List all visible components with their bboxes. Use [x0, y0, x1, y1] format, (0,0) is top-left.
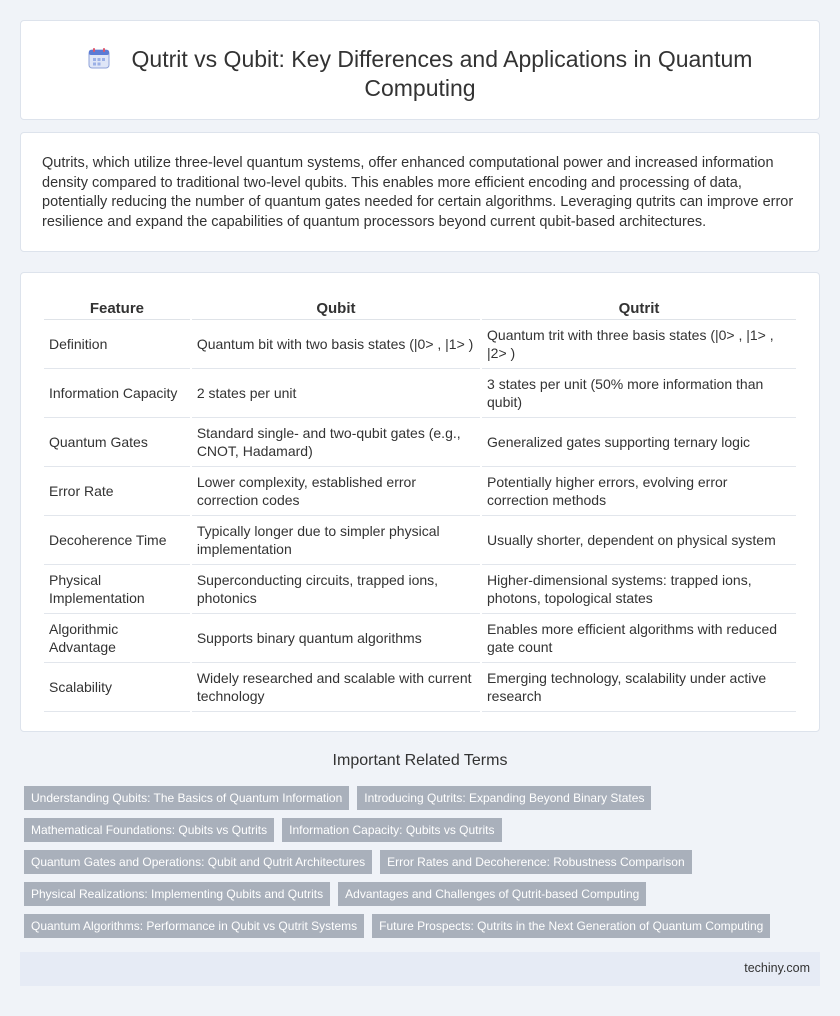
- column-header-qubit: Qubit: [192, 297, 480, 320]
- table-header-row: [44, 297, 796, 320]
- related-tag-link[interactable]: Error Rates and Decoherence: Robustness Comparison: [380, 850, 691, 874]
- footer-site-link[interactable]: techiny.com: [744, 961, 810, 975]
- feature-cell: Scalability: [44, 663, 190, 712]
- related-tags-row: [24, 786, 651, 810]
- feature-cell: Definition: [44, 320, 190, 369]
- related-tag-link[interactable]: Understanding Qubits: The Basics of Quantum Information: [24, 786, 349, 810]
- qutrit-cell: Generalized gates supporting ternary logic: [482, 418, 796, 467]
- qubit-cell: Superconducting circuits, trapped ions, photonics: [192, 565, 480, 614]
- related-tags-row: [24, 850, 692, 874]
- related-tags-row: [24, 914, 770, 938]
- table-row: [44, 614, 796, 663]
- comparison-table: [42, 297, 798, 712]
- feature-cell: Error Rate: [44, 467, 190, 516]
- table-row: [44, 418, 796, 467]
- qubit-cell: 2 states per unit: [192, 369, 480, 418]
- related-tag-link[interactable]: Introducing Qutrits: Expanding Beyond Binary States: [357, 786, 651, 810]
- column-header-qutrit: Qutrit: [482, 297, 796, 320]
- intro-paragraph: Qutrits, which utilize three-level quantum systems, offer enhanced computational power and increased information density compared to traditional two-level qubits. This enables more efficient encoding and processing of data, potentially reducing the number of quantum gates needed for certain algorithms. Leveraging qutrits can improve error resilience and expand the capabilities of quantum processors beyond current qubit-based architectures.: [42, 155, 794, 230]
- title-line-2: Computing: [364, 75, 476, 101]
- related-tag-link[interactable]: Physical Realizations: Implementing Qubits and Qutrits: [24, 882, 330, 906]
- table-row: [44, 663, 796, 712]
- qubit-cell: Widely researched and scalable with current technology: [192, 663, 480, 712]
- qubit-cell: Standard single- and two-qubit gates (e.g., CNOT, Hadamard): [192, 418, 480, 467]
- qutrit-cell: Enables more efficient algorithms with reduced gate count: [482, 614, 796, 663]
- qutrit-cell: Usually shorter, dependent on physical system: [482, 516, 796, 565]
- qutrit-cell: Higher-dimensional systems: trapped ions, photons, topological states: [482, 565, 796, 614]
- table-row: [44, 320, 796, 369]
- feature-cell: Quantum Gates: [44, 418, 190, 467]
- comparison-table-card: [20, 272, 820, 732]
- column-header-feature: Feature: [44, 297, 190, 320]
- related-terms-heading: Important Related Terms: [332, 752, 508, 769]
- related-tag-link[interactable]: Quantum Gates and Operations: Qubit and Qutrit Architectures: [24, 850, 372, 874]
- qutrit-cell: Emerging technology, scalability under active research: [482, 663, 796, 712]
- header-card: [20, 20, 820, 120]
- qutrit-cell: 3 states per unit (50% more information than qubit): [482, 369, 796, 418]
- table-row: [44, 565, 796, 614]
- feature-cell: Algorithmic Advantage: [44, 614, 190, 663]
- footer: [20, 952, 820, 986]
- qubit-cell: Typically longer due to simpler physical implementation: [192, 516, 480, 565]
- related-tag-link[interactable]: Information Capacity: Qubits vs Qutrits: [282, 818, 501, 842]
- table-row: [44, 369, 796, 418]
- page-title: [21, 45, 819, 103]
- related-tag-link[interactable]: Advantages and Challenges of Qutrit-based Computing: [338, 882, 646, 906]
- qutrit-cell: Potentially higher errors, evolving error correction methods: [482, 467, 796, 516]
- title-line-1: Qutrit vs Qubit: Key Differences and Applications in Quantum: [131, 46, 753, 72]
- qubit-cell: Lower complexity, established error correction codes: [192, 467, 480, 516]
- qubit-cell: Quantum bit with two basis states (|0> , |1> ): [192, 320, 480, 369]
- feature-cell: Physical Implementation: [44, 565, 190, 614]
- related-tags-row: [24, 818, 502, 842]
- intro-card: [20, 132, 820, 252]
- qubit-cell: Supports binary quantum algorithms: [192, 614, 480, 663]
- calendar-icon: [88, 47, 110, 69]
- qutrit-cell: Quantum trit with three basis states (|0> , |1> , |2> ): [482, 320, 796, 369]
- related-tag-link[interactable]: Mathematical Foundations: Qubits vs Qutrits: [24, 818, 274, 842]
- table-row: [44, 516, 796, 565]
- table-row: [44, 467, 796, 516]
- related-tag-link[interactable]: Quantum Algorithms: Performance in Qubit vs Qutrit Systems: [24, 914, 364, 938]
- related-tag-link[interactable]: Future Prospects: Qutrits in the Next Generation of Quantum Computing: [372, 914, 770, 938]
- feature-cell: Decoherence Time: [44, 516, 190, 565]
- related-tags-row: [24, 882, 646, 906]
- feature-cell: Information Capacity: [44, 369, 190, 418]
